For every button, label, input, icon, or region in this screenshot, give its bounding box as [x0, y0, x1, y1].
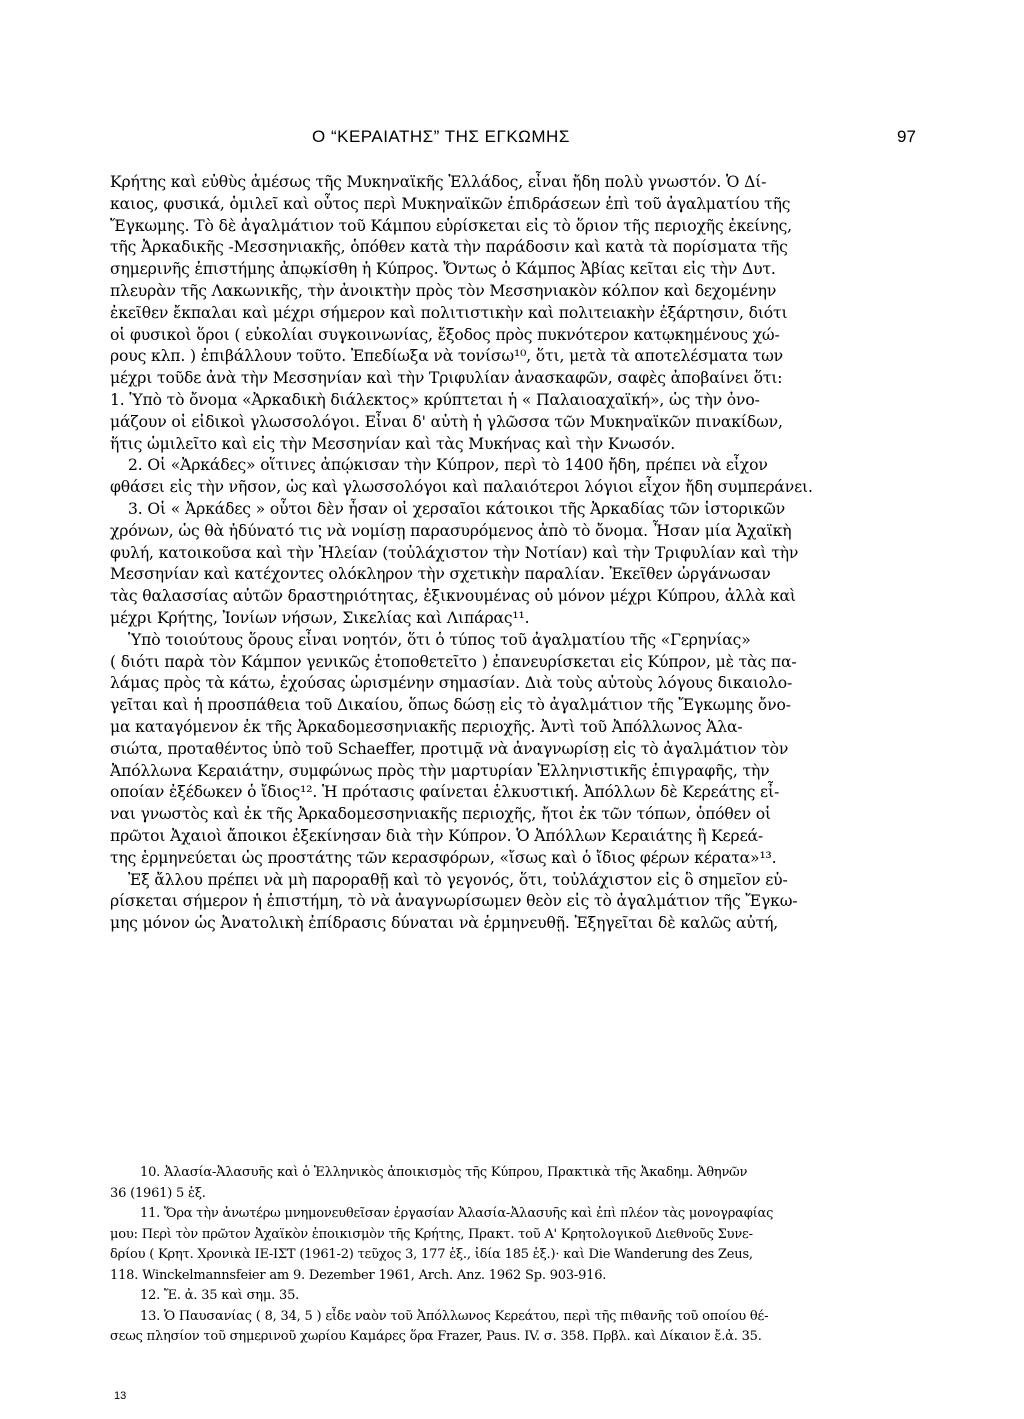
text-line: ναι γνωστὸς καὶ ἐκ τῆς Ἀρκαδομεσσηνιακῆς περιοχῆς, ἤτοι ἐκ τῶν τόπων, ὁπόθεν οἱ — [110, 805, 771, 824]
text-line: 2. Οἱ «Ἀρκάδες» οἵτινες ἀπῴκισαν τὴν Κύπρον, περὶ τὸ 1400 ἤδη, πρέπει νὰ εἶχον — [128, 456, 768, 475]
footnote-line: 10. Ἀλασία-Ἀλασυῆς καὶ ὁ Ἑλληνικὸς ἀποικισμὸς τῆς Κύπρου, Πρακτικὰ τῆς Ἀκαδημ. Ἀθηνῶν — [140, 1165, 748, 1180]
running-header — [0, 127, 1024, 149]
main-text — [110, 172, 918, 935]
text-line: Κρήτης καὶ εὐθὺς ἀμέσως τῆς Μυκηναϊκῆς Ἑλλάδος, εἶναι ἤδη πολὺ γνωστόν. Ὁ Δί- — [110, 173, 767, 191]
text-line: τὰς θαλασσίας αὐτῶν δραστηριότητας, ἐξικνουμένας οὐ μόνον μέχρι Κύπρου, ἀλλὰ καὶ — [110, 587, 796, 606]
text-line: ρους κλπ. ) ἐπιβάλλουν τοῦτο. Ἐπεδίωξα νὰ τονίσω¹⁰, ὅτι, μετὰ τὰ αποτελέσματα των — [110, 347, 784, 366]
text-line: πλευρὰν τῆς Λακωνικῆς, τὴν ἀνοικτὴν πρὸς τὸν Μεσσηνιακὸν κόλπον καὶ δεχομένην — [110, 281, 777, 300]
text-line: 3. Οἱ « Ἀρκάδες » οὗτοι δὲν ἦσαν οἱ χερσαῖοι κάτοικοι τῆς Ἀρκαδίας τῶν ἱστορικῶν — [128, 499, 786, 518]
footnote-line: 12. Ἔ. ἀ. 35 καὶ σημ. 35. — [140, 1288, 300, 1303]
text-line: ἐκεῖθεν ἔκπαλαι καὶ μέχρι σήμερον καὶ πολιτιστικὴν καὶ πολιτειακὴν ἐξάρτησιν, διότι — [110, 303, 788, 322]
text-line: λάμας πρὸς τὰ κάτω, ἐχούσας ὡρισμένην σημασίαν. Διὰ τοὺς αὐτοὺς λόγους δικαιολο- — [110, 674, 793, 693]
running-title: Ο “ΚΕΡΑΙΑΤΗΣ” ΤΗΣ ΕΓΚΩΜΗΣ — [312, 127, 570, 146]
text-line: Ἔγκωμης. Τὸ δὲ ἀγαλμάτιον τοῦ Κάμπου εὑρίσκεται εἰς τὸ ὅριον τῆς περιοχῆς ἐκείνης, — [110, 216, 792, 235]
footnotes — [110, 1163, 918, 1348]
footnote-line: σεως πλησίον τοῦ σημερινοῦ χωρίου Καμάρες ὅρα Frazer, Paus. IV. σ. 358. Πρβλ. καὶ Δίκαιον ἔ.ἀ. 35. — [110, 1329, 762, 1344]
text-line: σιώτα, προταθέντος ὑπὸ τοῦ Schaeffer, προτιμᾷ νὰ ἀναγνωρίσῃ εἰς τὸ ἀγαλμάτιον τὸν — [110, 739, 789, 758]
text-line: οἱ φυσικοὶ ὅροι ( εὐκολίαι συγκοινωνίας, ἔξοδος πρὸς πυκνότερον κατῳκημένους χώ- — [110, 325, 780, 344]
footnote-line: 118. Winckelmannsfeier am 9. Dezember 1961, Arch. Anz. 1962 Sp. 903-916. — [110, 1267, 607, 1283]
text-line: μέχρι Κρήτης, Ἰονίων νήσων, Σικελίας καὶ Λιπάρας¹¹. — [110, 608, 530, 627]
footnote-line: 13. Ὁ Παυσανίας ( 8, 34, 5 ) εἶδε ναὸν τοῦ Ἀπόλλωνος Κερεάτου, περὶ τῆς πιθανῆς τοῦ οποίου θέ- — [140, 1308, 769, 1324]
text-line: μέχρι τοῦδε ἀνὰ τὴν Μεσσηνίαν καὶ τὴν Τριφυλίαν ἀνασκαφῶν, σαφὲς ἀποβαίνει ὅτι: — [110, 369, 783, 388]
page-number: 97 — [897, 127, 916, 146]
text-line: ρίσκεται σήμερον ἡ ἐπιστήμη, τὸ νὰ ἀναγνωρίσωμεν θεὸν εἰς τὸ ἀγαλμάτιον τῆς Ἔγκω- — [110, 892, 798, 911]
text-line: της ἑρμηνεύεται ὡς προστάτης τῶν κερασφόρων, «ἴσως καὶ ὁ ἴδιος φέρων κέρατα»¹³. — [110, 848, 777, 867]
text-line: Ὑπὸ τοιούτους ὅρους εἶναι νοητόν, ὅτι ὁ τύπος τοῦ ἀγαλματίου τῆς «Γερηνίας» — [128, 630, 751, 649]
text-line: ἥτις ὡμιλεῖτο καὶ εἰς τὴν Μεσσηνίαν καὶ τὰς Μυκήνας καὶ τὴν Κνωσόν. — [110, 434, 676, 453]
text-line: Ἀπόλλωνα Κεραιάτην, συμφώνως πρὸς τὴν μαρτυρίαν Ἑλληνιστικῆς ἐπιγραφῆς, τὴν — [110, 761, 770, 780]
text-line: μάζουν οἱ εἰδικοὶ γλωσσολόγοι. Εἶναι δ' αὐτὴ ἡ γλῶσσα τῶν Μυκηναϊκῶν πινακίδων, — [110, 412, 783, 431]
text-line: μης μόνον ὡς Ἀνατολικὴ ἐπίδρασις δύναται νὰ ἑρμηνευθῇ. Ἐξηγεῖται δὲ καλῶς αὐτή, — [110, 914, 779, 933]
footnote-line: μου: Περὶ τὸν πρῶτον Ἀχαϊκὸν ἐποικισμὸν τῆς Κρήτης, Πρακτ. τοῦ Α' Κρητολογικοῦ Διεθνοῦς Συνε- — [110, 1226, 753, 1242]
text-line: Ἐξ ἄλλου πρέπει νὰ μὴ παροραθῇ καὶ τὸ γεγονός, ὅτι, τοὐλάχιστον εἰς ὃ σημεῖον εὑ- — [128, 870, 788, 889]
footnote-line: 36 (1961) 5 ἑξ. — [110, 1185, 206, 1201]
text-line: φυλή, κατοικοῦσα καὶ τὴν Ἠλείαν (τοὐλάχιστον τὴν Νοτίαν) καὶ τὴν Τριφυλίαν καὶ τὴν — [110, 543, 799, 562]
text-line: τῆς Ἀρκαδικῆς -Μεσσηνιακῆς, ὁπόθεν κατὰ τὴν παράδοσιν καὶ κατὰ τὰ πορίσματα τῆς — [110, 238, 788, 257]
signature-mark: 13 — [114, 1390, 127, 1402]
text-line: καιος, φυσικά, ὁμιλεῖ καὶ οὗτος περὶ Μυκηναϊκῶν ἐπιδράσεων ἐπὶ τοῦ ἀγαλματίου τῆς — [110, 194, 791, 213]
text-line: φθάσει εἰς τὴν νῆσον, ὡς καὶ γλωσσολόγοι καὶ παλαιότεροι λόγιοι εἶχον ἤδη συμπεράνει. — [110, 478, 813, 497]
text-line: μα καταγόμενον ἐκ τῆς Ἀρκαδομεσσηνιακῆς περιοχῆς. Ἀντὶ τοῦ Ἀπόλλωνος Ἀλα- — [110, 717, 743, 736]
text-line: 1. Ὑπὸ τὸ ὄνομα «Ἀρκαδικὴ διάλεκτος» κρύπτεται ἡ « Παλαιοαχαϊκή», ὡς τὴν ὀνο- — [110, 390, 760, 409]
text-line: χρόνων, ὡς θὰ ἠδύνατό τις νὰ νομίσῃ παρασυρόμενος ἀπὸ τὸ ὄνομα. Ἦσαν μία Ἀχαϊκὴ — [110, 521, 792, 540]
footnote-line: 11. Ὅρα τὴν ἀνωτέρω μνημονευθεῖσαν ἐργασίαν Ἀλασία-Ἀλασυῆς καὶ ἐπὶ πλέον τὰς μονογραφίας — [140, 1206, 774, 1221]
footnote-line: δρίου ( Κρητ. Χρονικὰ ΙΕ-ΙΣΤ (1961-2) τεῦχος 3, 177 ἑξ., ἰδία 185 ἑξ.)· καὶ Die Wanderung des Zeus, — [110, 1247, 753, 1262]
text-line: οποίαν ἐξέδωκεν ὁ ἴδιος¹². Ἡ πρότασις φαίνεται ἑλκυστική. Ἀπόλλων δὲ Κερεάτης εἶ- — [110, 783, 780, 802]
text-line: σημερινῆς ἐπιστήμης ἀπῳκίσθη ἡ Κύπρος. Ὄντως ὁ Κάμπος Ἀβίας κεῖται εἰς τὴν Δυτ. — [110, 260, 776, 279]
text-line: ( διότι παρὰ τὸν Κάμπον γενικῶς ἐτοποθετεῖτο ) ἐπανευρίσκεται εἰς Κύπρον, μὲ τὰς πα- — [110, 652, 797, 671]
text-line: πρῶτοι Ἀχαιοὶ ἄποικοι ἐξεκίνησαν διὰ τὴν Κύπρον. Ὁ Ἀπόλλων Κεραιάτης ἢ Κερεά- — [110, 826, 763, 845]
text-line: Μεσσηνίαν καὶ κατέχοντες ολόκληρον τὴν σχετικὴν παραλίαν. Ἐκεῖθεν ὠργάνωσαν — [110, 565, 771, 584]
text-line: γεῖται καὶ ἡ προσπάθεια τοῦ Δικαίου, ὅπως δώσῃ εἰς τὸ ἀγαλμάτιον τῆς Ἔγκωμης ὄνο- — [110, 696, 791, 715]
